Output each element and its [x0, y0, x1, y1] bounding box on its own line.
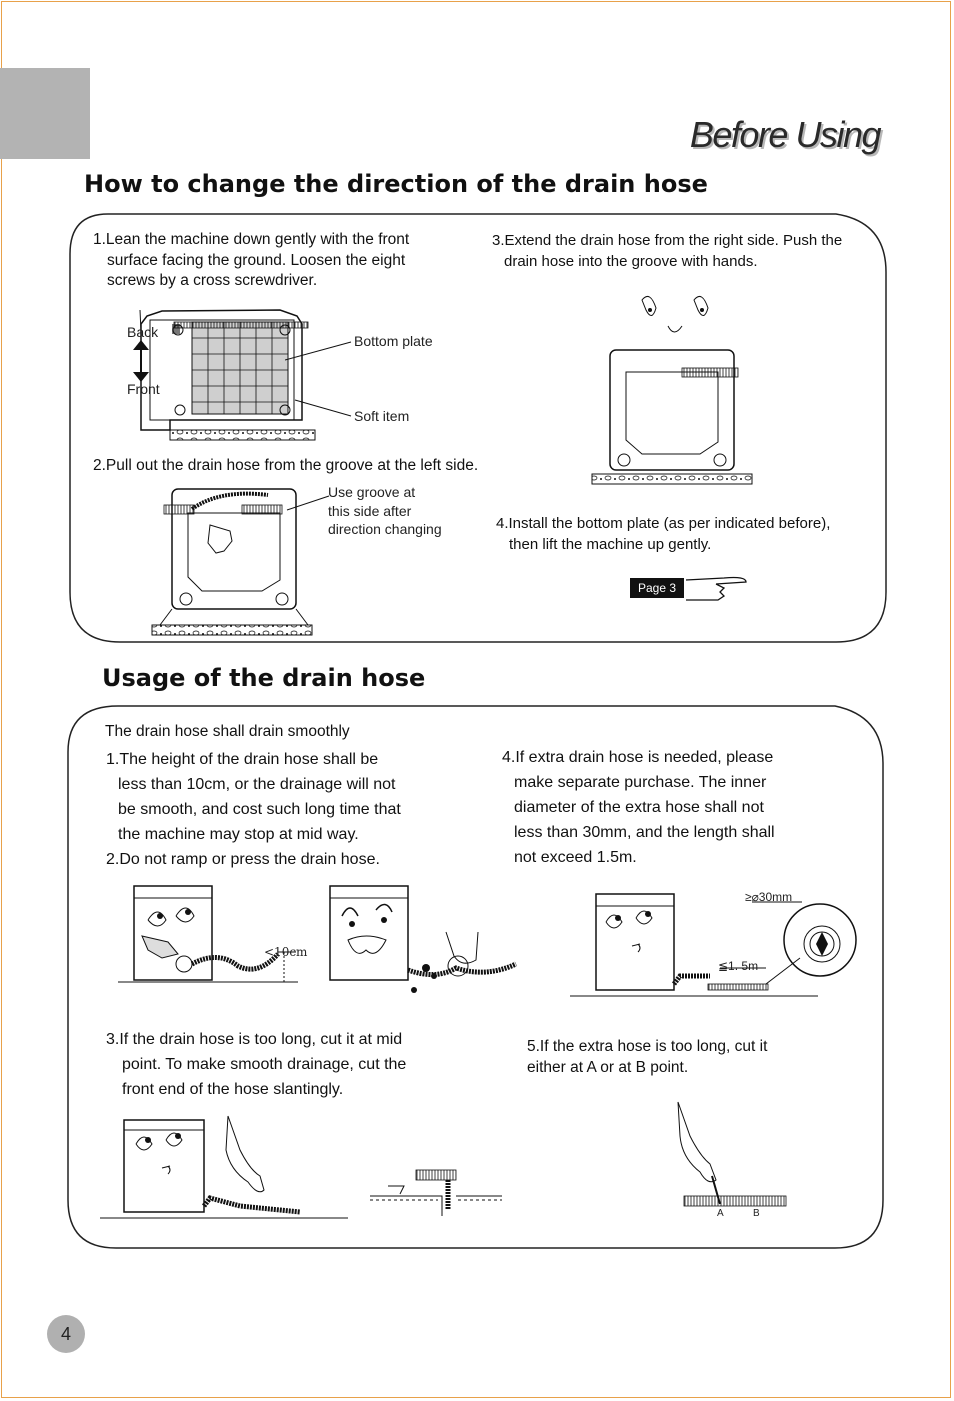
label-front: Front — [127, 381, 160, 397]
cut-point-a: A — [717, 1208, 724, 1219]
label-soft-item: Soft item — [354, 408, 410, 424]
item4-text: 4.If extra drain hose is needed, please make separate purchase. The inner diameter of the extra hose shall not less than 30mm, and the length shall not exceed 1.5m. — [502, 749, 775, 866]
item3-text: 3.If the drain hose is too long, cut it at mid point. To make smooth drainage, cut the front end of the hose slantingly. — [106, 1031, 407, 1098]
step2-text: 2.Pull out the drain hose from the groove at the left side. — [93, 457, 479, 474]
usage-intro: The drain hose shall drain smoothly — [105, 723, 350, 740]
do-not-press-illustration — [326, 880, 526, 1002]
height-label: <10cm — [264, 945, 308, 959]
header-title: Before Using — [689, 114, 880, 155]
cut-hose-illustration — [100, 1110, 350, 1222]
slant-cut-illustration — [368, 1160, 508, 1220]
page-reference-badge[interactable]: Page 3 — [630, 578, 684, 598]
diameter-label: ≥⌀30mm — [745, 890, 793, 904]
pointing-hand-icon — [684, 574, 748, 604]
step3-text: 3.Extend the drain hose from the right side. Push the drain hose into the groove with hands. — [492, 232, 843, 270]
label-bottom-plate: Bottom plate — [354, 333, 433, 349]
cut-point-b: B — [753, 1208, 760, 1219]
length-label: ≦1. 5m — [718, 959, 759, 973]
groove-note: Use groove at this side after direction changing — [328, 484, 442, 537]
callout-lines-1 — [285, 340, 355, 420]
height-limit-illustration — [118, 880, 308, 990]
page-number: 4 — [47, 1315, 85, 1353]
back-front-arrow — [128, 338, 156, 384]
extend-hose-illustration — [590, 290, 755, 490]
cut-points-illustration — [672, 1096, 792, 1214]
item1-text: 1.The height of the drain hose shall be less than 10cm, or the drainage will not be smooth, and cost such long time that the machine may stop at mid way. 2.Do not ramp or press the drain hose. — [106, 751, 401, 868]
section-title-change-direction: How to change the direction of the drain hose — [84, 170, 708, 198]
section-title-usage: Usage of the drain hose — [102, 664, 426, 692]
extra-hose-illustration — [570, 888, 860, 1000]
step1-text: 1.Lean the machine down gently with the front surface facing the ground. Loosen the eight screws by a cross screwdriver. — [93, 231, 410, 289]
item5-text: 5.If the extra hose is too long, cut it either at A or at B point. — [527, 1038, 768, 1076]
step4-text: 4.Install the bottom plate (as per indicated before), then lift the machine up gently. — [496, 515, 831, 553]
label-back: Back — [127, 324, 159, 340]
